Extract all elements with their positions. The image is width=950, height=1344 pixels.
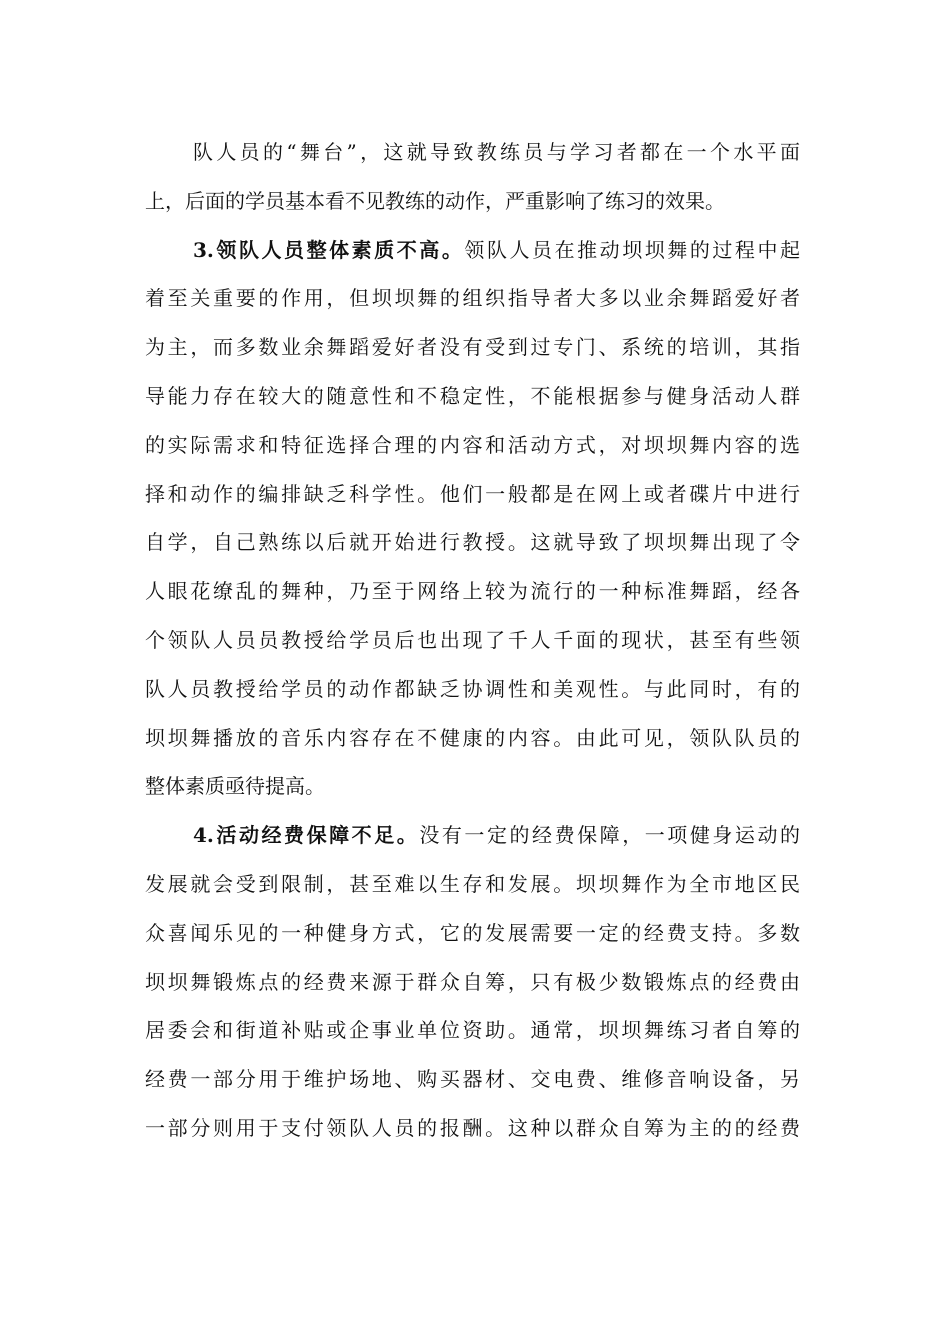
text-run: 没有一定的经费保障，一项健身运动的 bbox=[419, 823, 800, 848]
text-line: 上，后面的学员基本看不见教练的动作，严重影响了练习的效果。 bbox=[145, 188, 725, 213]
text-line: 发展就会受到限制，甚至难以生存和发展。坝坝舞作为全市地区民 bbox=[145, 871, 800, 896]
text-line: 的实际需求和特征选择合理的内容和活动方式，对坝坝舞内容的选 bbox=[145, 432, 800, 457]
text-line bbox=[145, 811, 800, 860]
text-line: 队人员的“舞台”，这就导致教练员与学习者都在一个水平面 bbox=[193, 140, 800, 164]
paragraph-funding bbox=[145, 811, 800, 1153]
text-line: 居委会和街道补贴或企事业单位资助。通常，坝坝舞练习者自筹的 bbox=[145, 1018, 800, 1043]
section-heading: 3.领队人员整体素质不高。 bbox=[193, 237, 465, 262]
text-line: 众喜闻乐见的一种健身方式，它的发展需要一定的经费支持。多数 bbox=[145, 920, 800, 945]
text-line: 为主，而多数业余舞蹈爱好者没有受到过专门、系统的培训，其指 bbox=[145, 335, 800, 360]
text-line: 整体素质亟待提高。 bbox=[145, 774, 325, 799]
text-run: 领队人员在推动坝坝舞的过程中起 bbox=[464, 237, 800, 262]
text-line: 人眼花缭乱的舞种，乃至于网络上较为流行的一种标准舞蹈，经各 bbox=[145, 579, 800, 604]
paragraph-continuation bbox=[145, 128, 800, 226]
paragraph-leader-quality bbox=[145, 226, 800, 812]
document-body bbox=[145, 128, 800, 1153]
text-line: 坝坝舞锻炼点的经费来源于群众自筹，只有极少数锻炼点的经费由 bbox=[145, 969, 800, 994]
text-line: 队人员教授给学员的动作都缺乏协调性和美观性。与此同时，有的 bbox=[145, 676, 800, 701]
text-line: 一部分则用于支付领队人员的报酬。这种以群众自筹为主的的经费 bbox=[145, 1115, 800, 1140]
text-line: 经费一部分用于维护场地、购买器材、交电费、维修音响设备，另 bbox=[145, 1067, 800, 1092]
text-line: 个领队人员员教授给学员后也出现了千人千面的现状，甚至有些领 bbox=[145, 627, 800, 652]
section-heading: 4.活动经费保障不足。 bbox=[193, 823, 420, 848]
text-line: 自学，自己熟练以后就开始进行教授。这就导致了坝坝舞出现了令 bbox=[145, 530, 800, 555]
text-line: 择和动作的编排缺乏科学性。他们一般都是在网上或者碟片中进行 bbox=[145, 481, 800, 506]
text-line: 坝坝舞播放的音乐内容存在不健康的内容。由此可见，领队队员的 bbox=[145, 725, 800, 750]
text-line: 着至关重要的作用，但坝坝舞的组织指导者大多以业余舞蹈爱好者 bbox=[145, 286, 800, 311]
text-line: 导能力存在较大的随意性和不稳定性，不能根据参与健身活动人群 bbox=[145, 383, 800, 408]
text-line bbox=[145, 226, 800, 275]
